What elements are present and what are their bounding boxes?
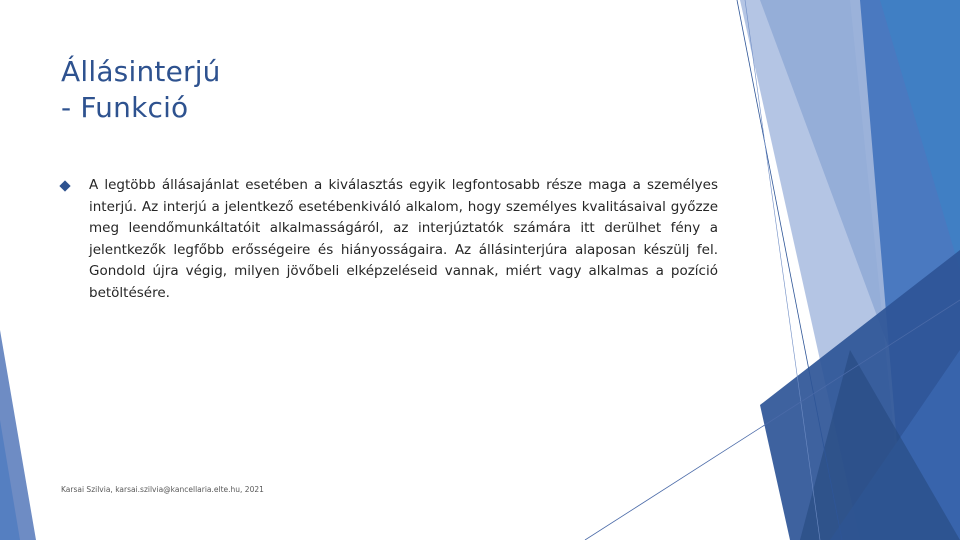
slide-title [61, 54, 661, 126]
title-line-2: - Funkció [61, 91, 189, 124]
title-line-1: Állásinterjú [61, 55, 221, 88]
bullet-text: A legtöbb állásajánlat esetében a kiválasztás egyik legfontosabb része maga a személyes interjú. Az interjú a jelentkező esetébenkiváló alkalom, hogy személyes kvalitásaival győzze meg leendőmunkáltatóit alkalmasságáról, az interjúztatók számára itt derülhet fény a jelentkezők legfőbb erősségeire és hiányosságaira. Az állásinterjúra alaposan készülj fel. Gondold újra végig, milyen jövőbeli elképzeléseid vannak, miért vagy alkalmas a pozíció betöltésére. [89, 177, 718, 301]
slide-footer: Karsai Szilvia, karsai.szilvia@kancellaria.elte.hu, 2021 [61, 485, 264, 494]
